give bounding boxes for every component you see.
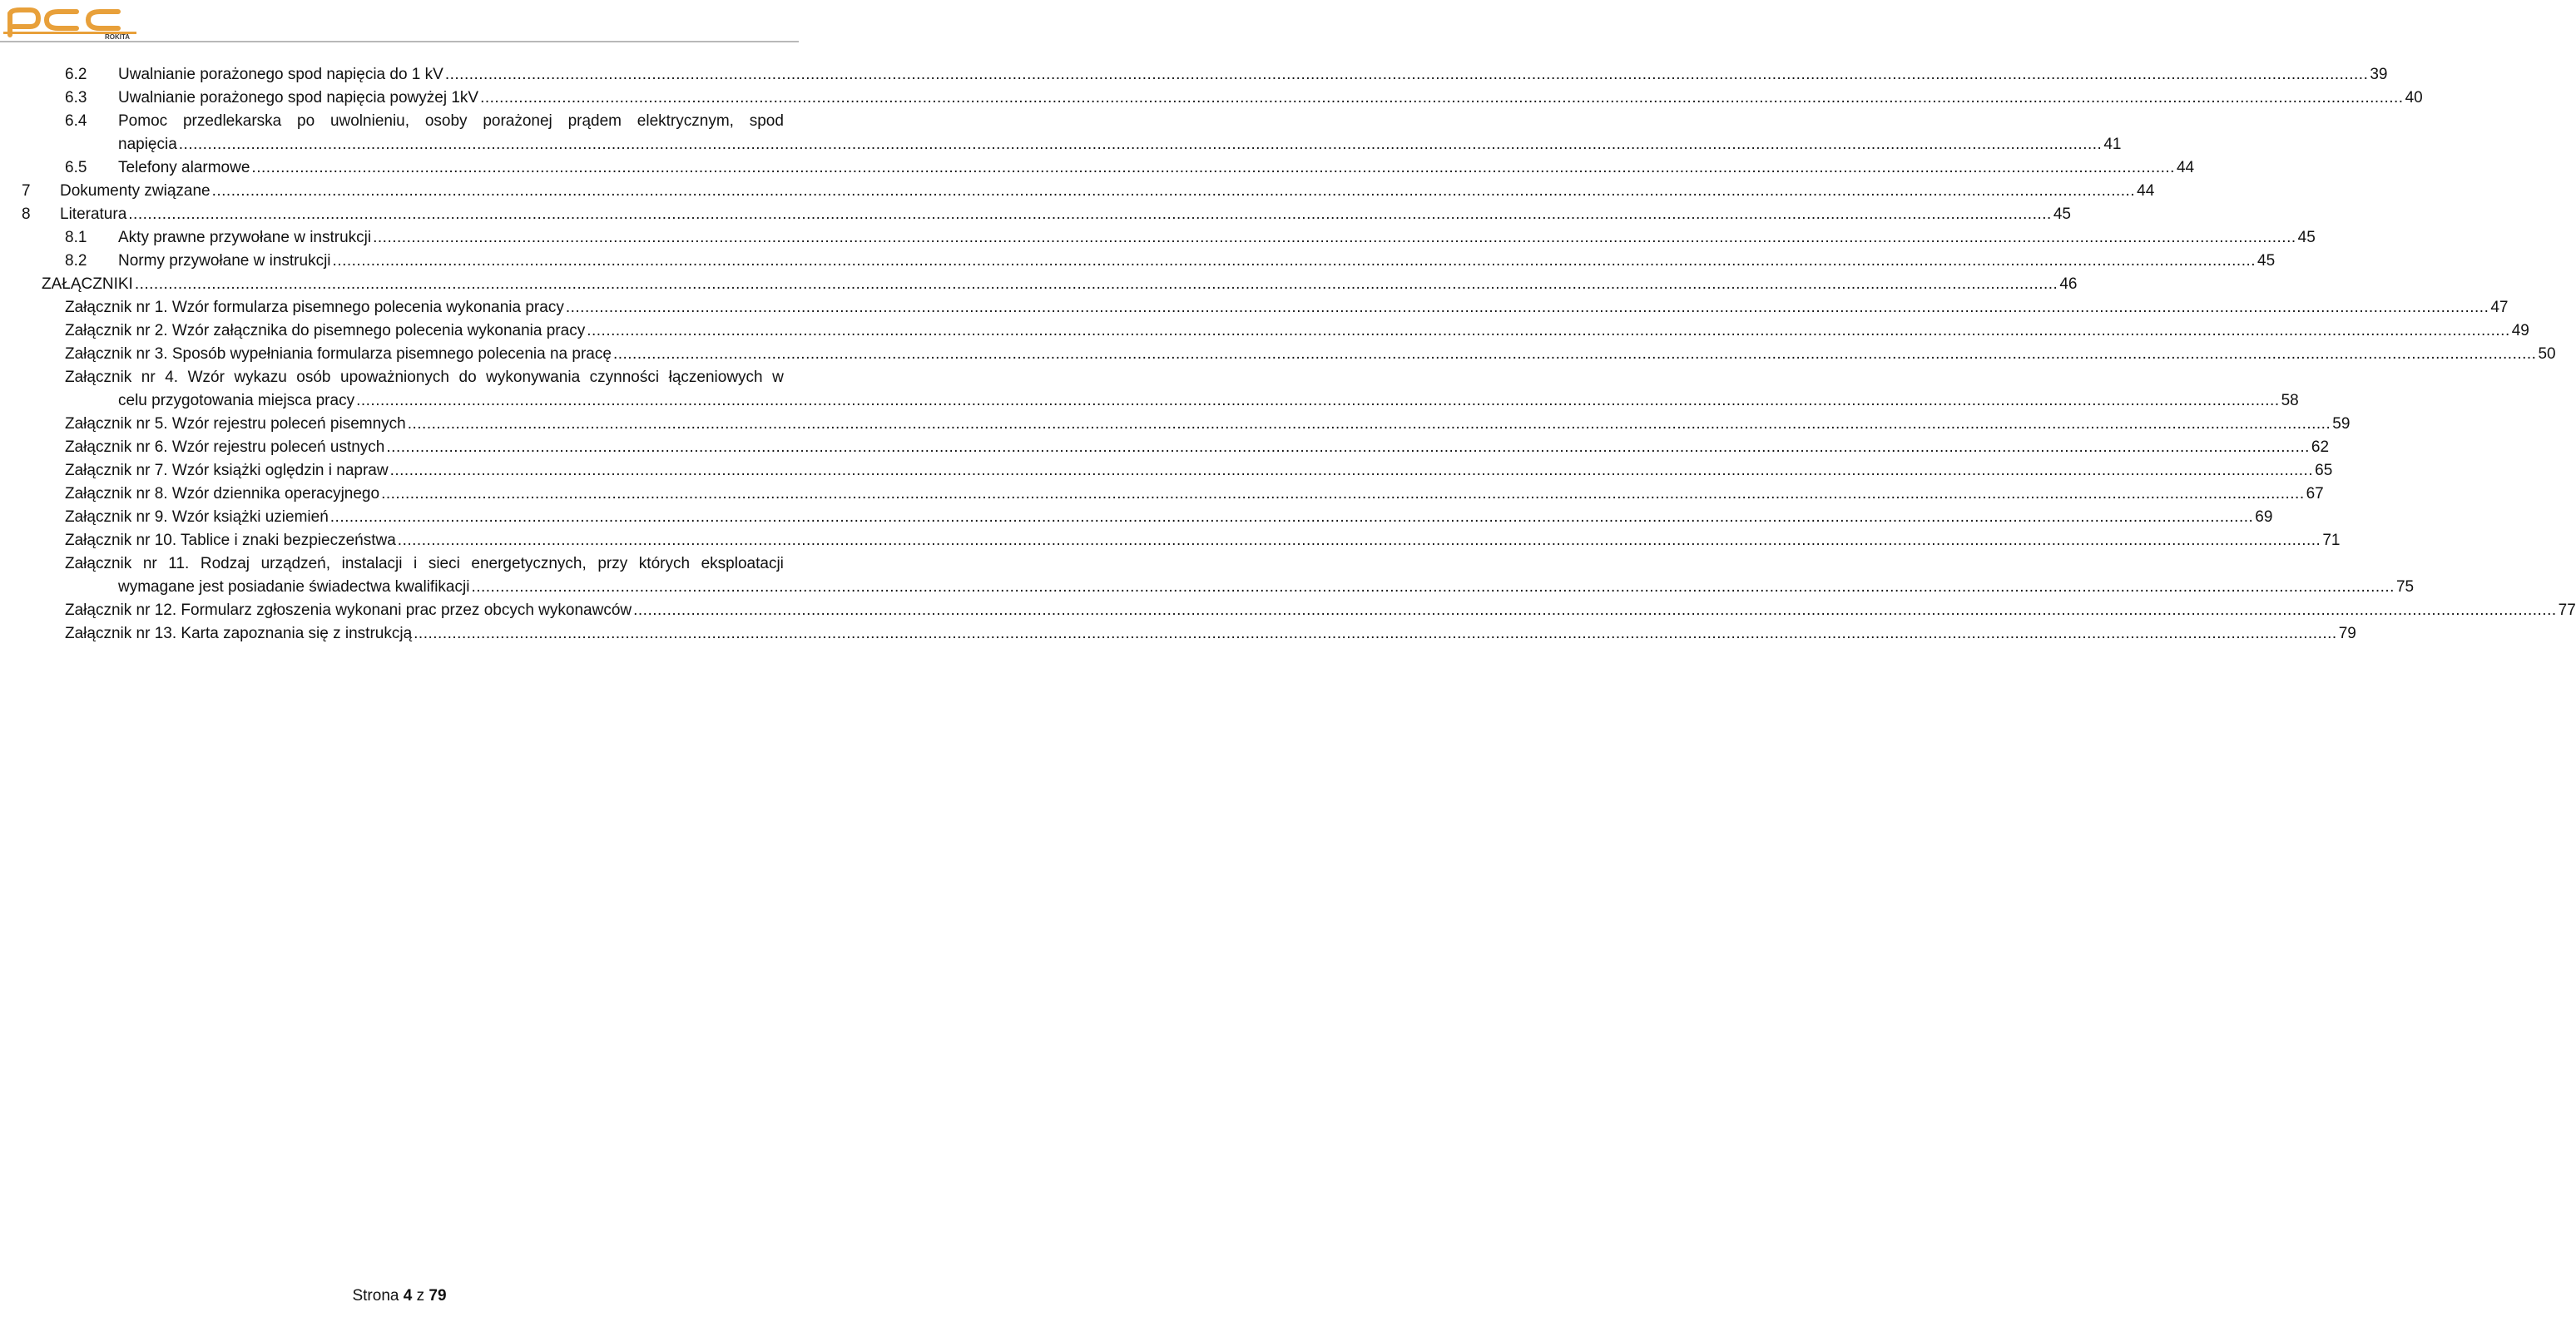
toc-entry-page: 62 — [2311, 438, 2330, 456]
footer-current-page: 4 — [403, 1287, 413, 1305]
toc-entry-word: nr — [142, 555, 157, 572]
toc-entry-word: Wzór — [187, 369, 225, 386]
toc-entry-word: w — [772, 369, 784, 386]
toc-entry-title: Normy przywołane w instrukcji — [118, 252, 331, 270]
toc-entry-word: przy — [597, 555, 628, 572]
toc-entry-page: 44 — [2176, 159, 2195, 176]
toc-leader-dots: ................................................................................................................................................................................................................................................................................................................................................................................................................ — [407, 415, 2331, 433]
toc-entry-page: 75 — [2395, 578, 2415, 596]
toc-leader-dots: ................................................................................................................................................................................................................................................................................................................................................................................................................ — [134, 275, 2058, 293]
toc-entry-number: 6.5 — [65, 159, 87, 176]
toc-entry-word: elektrycznym, — [637, 112, 734, 130]
toc-entry-word: Pomoc — [118, 112, 168, 130]
toc-entry-word: po — [297, 112, 315, 130]
toc-entry-page: 71 — [2322, 532, 2341, 549]
toc-entry-page: 45 — [2297, 229, 2316, 246]
toc-entry-number: 8 — [22, 205, 31, 223]
toc-entry-word: porażonej — [483, 112, 552, 130]
toc-entry-title: Załącznik nr 7. Wzór książki oględzin i napraw — [65, 462, 389, 479]
toc-entry-page: 79 — [2338, 625, 2356, 642]
toc-leader-dots: ................................................................................................................................................................................................................................................................................................................................................................................................................ — [211, 182, 2136, 200]
toc-entry-number: 6.2 — [65, 66, 87, 83]
toc-entry-title: Załącznik nr 3. Sposób wypełniania formularza pisemnego polecenia na pracę — [65, 345, 612, 363]
pcc-rokita-logo — [3, 3, 136, 40]
header-rule — [0, 41, 799, 42]
page-footer — [0, 1287, 799, 1305]
logo-subtext: ROKITA — [105, 33, 131, 41]
toc-entry-page: 47 — [2490, 299, 2509, 316]
toc-entry-number: 8.2 — [65, 252, 87, 270]
toc-entry-title: Dokumenty związane — [60, 182, 211, 200]
toc-entry-title-line1 — [65, 366, 784, 389]
toc-entry-word: prądem — [567, 112, 622, 130]
toc-entry-title: Załącznik nr 12. Formularz zgłoszenia wykonani prac przez obcych wykonawców — [65, 602, 632, 619]
toc-entry-page: 46 — [2059, 275, 2078, 293]
toc-entry-number: 6.3 — [65, 89, 87, 106]
toc-entry-title-line2: napięcia — [118, 136, 177, 153]
toc-entry-word: osoby — [424, 112, 468, 130]
toc-leader-dots: ................................................................................................................................................................................................................................................................................................................................................................................................................ — [397, 532, 2321, 549]
toc-entry-word: Załącznik — [65, 555, 132, 572]
toc-leader-dots: ................................................................................................................................................................................................................................................................................................................................................................................................................ — [251, 159, 2175, 176]
toc-entry-title: Załącznik nr 9. Wzór książki uziemień — [65, 508, 329, 526]
toc-entry-page: 45 — [2257, 252, 2276, 270]
toc-entry-word: energetycznych, — [471, 555, 587, 572]
toc-entry-title: Załącznik nr 13. Karta zapoznania się z instrukcją — [65, 625, 413, 642]
toc-leader-dots: ................................................................................................................................................................................................................................................................................................................................................................................................................ — [612, 345, 2537, 363]
toc-entry-title: Uwalnianie porażonego spod napięcia do 1 kV — [118, 66, 443, 83]
toc-entry-page: 77 — [2558, 602, 2576, 619]
toc-entry-word: łączeniowych — [668, 369, 763, 386]
toc-entry-word: wykazu — [234, 369, 287, 386]
toc-entry-page: 40 — [2405, 89, 2423, 106]
toc-entry-title: Załącznik nr 10. Tablice i znaki bezpieczeństwa — [65, 532, 396, 549]
toc-entry-word: uwolnieniu, — [329, 112, 410, 130]
footer-total-pages: 79 — [429, 1287, 447, 1305]
toc-entry-word: eksploatacji — [701, 555, 784, 572]
toc-entry-page: 50 — [2538, 345, 2556, 363]
toc-leader-dots: ................................................................................................................................................................................................................................................................................................................................................................................................................ — [332, 252, 2256, 270]
toc-entry-title: Uwalnianie porażonego spod napięcia powyżej 1kV — [118, 89, 479, 106]
toc-entry-title: Załącznik nr 8. Wzór dziennika operacyjnego — [65, 485, 380, 503]
toc-entry-word: upoważnionych — [340, 369, 449, 386]
toc-entry-word: do — [458, 369, 477, 386]
toc-entry-title: Literatura — [60, 205, 127, 223]
toc-leader-dots: ................................................................................................................................................................................................................................................................................................................................................................................................................ — [389, 462, 2314, 479]
toc-entry-number: 6.4 — [65, 112, 87, 130]
toc-entry-number: 7 — [22, 182, 31, 200]
toc-entry-page: 65 — [2315, 462, 2333, 479]
toc-leader-dots: ................................................................................................................................................................................................................................................................................................................................................................................................................ — [444, 66, 2369, 83]
toc-entry-title: ZAŁĄCZNIKI — [42, 275, 133, 293]
toc-leader-dots: ................................................................................................................................................................................................................................................................................................................................................................................................................ — [381, 485, 2305, 503]
toc-entry-word: urządzeń, — [260, 555, 331, 572]
toc-entry-word: wykonywania — [486, 369, 581, 386]
toc-entry-title: Telefony alarmowe — [118, 159, 250, 176]
toc-entry-number: 8.1 — [65, 229, 87, 246]
toc-entry-title-line1 — [65, 552, 784, 576]
toc-leader-dots: ................................................................................................................................................................................................................................................................................................................................................................................................................ — [587, 322, 2510, 339]
toc-entry-title: Załącznik nr 5. Wzór rejestru poleceń pisemnych — [65, 415, 406, 433]
toc-leader-dots: ................................................................................................................................................................................................................................................................................................................................................................................................................ — [633, 602, 2557, 619]
toc-entry-word: sieci — [428, 555, 460, 572]
toc-entry-title: Załącznik nr 6. Wzór rejestru poleceń ustnych — [65, 438, 385, 456]
toc-leader-dots: ................................................................................................................................................................................................................................................................................................................................................................................................................ — [356, 392, 2280, 409]
toc-entry-word: Załącznik — [65, 369, 132, 386]
toc-leader-dots: ................................................................................................................................................................................................................................................................................................................................................................................................................ — [178, 136, 2103, 153]
toc-entry-page: 41 — [2103, 136, 2122, 153]
toc-entry-title: Załącznik nr 2. Wzór załącznika do pisemnego polecenia wykonania pracy — [65, 322, 586, 339]
toc-leader-dots: ................................................................................................................................................................................................................................................................................................................................................................................................................ — [128, 205, 2052, 223]
toc-entry-title-line2: celu przygotowania miejsca pracy — [118, 392, 355, 409]
toc-entry-page: 59 — [2332, 415, 2351, 433]
toc-entry-word: instalacji — [341, 555, 403, 572]
toc-entry-page: 39 — [2370, 66, 2388, 83]
toc-entry-word: osób — [296, 369, 331, 386]
toc-entry-page: 69 — [2255, 508, 2273, 526]
toc-entry-title-line2: wymagane jest posiadanie świadectwa kwalifikacji — [118, 578, 470, 596]
page-header — [0, 0, 799, 43]
toc-leader-dots: ................................................................................................................................................................................................................................................................................................................................................................................................................ — [329, 508, 2254, 526]
toc-entry-page: 44 — [2137, 182, 2155, 200]
footer-separator: z — [416, 1287, 425, 1305]
toc-entry-page: 45 — [2053, 205, 2071, 223]
toc-leader-dots: ................................................................................................................................................................................................................................................................................................................................................................................................................ — [414, 625, 2337, 642]
toc-entry-page: 58 — [2281, 392, 2299, 409]
toc-entry-word: czynności — [589, 369, 660, 386]
toc-entry-page: 49 — [2511, 322, 2529, 339]
toc-entry-page: 67 — [2306, 485, 2324, 503]
toc-entry-word: 11. — [168, 555, 190, 572]
toc-entry-word: Rodzaj — [200, 555, 250, 572]
toc-leader-dots: ................................................................................................................................................................................................................................................................................................................................................................................................................ — [480, 89, 2404, 106]
toc-leader-dots: ................................................................................................................................................................................................................................................................................................................................................................................................................ — [373, 229, 2296, 246]
toc-leader-dots: ................................................................................................................................................................................................................................................................................................................................................................................................................ — [386, 438, 2310, 456]
toc-entry-title: Akty prawne przywołane w instrukcji — [118, 229, 372, 246]
toc-entry-word: przedlekarska — [182, 112, 282, 130]
toc-entry-word: których — [638, 555, 691, 572]
toc-entry-word: nr — [141, 369, 156, 386]
toc-entry-word: i — [414, 555, 418, 572]
toc-entry-word: 4. — [165, 369, 179, 386]
toc-entry-word: spod — [749, 112, 784, 130]
toc-leader-dots: ................................................................................................................................................................................................................................................................................................................................................................................................................ — [471, 578, 2395, 596]
footer-prefix: Strona — [352, 1287, 399, 1305]
toc-entry-title: Załącznik nr 1. Wzór formularza pisemnego polecenia wykonania pracy — [65, 299, 564, 316]
toc-leader-dots: ................................................................................................................................................................................................................................................................................................................................................................................................................ — [565, 299, 2489, 316]
toc-entry-title-line1 — [118, 110, 784, 133]
